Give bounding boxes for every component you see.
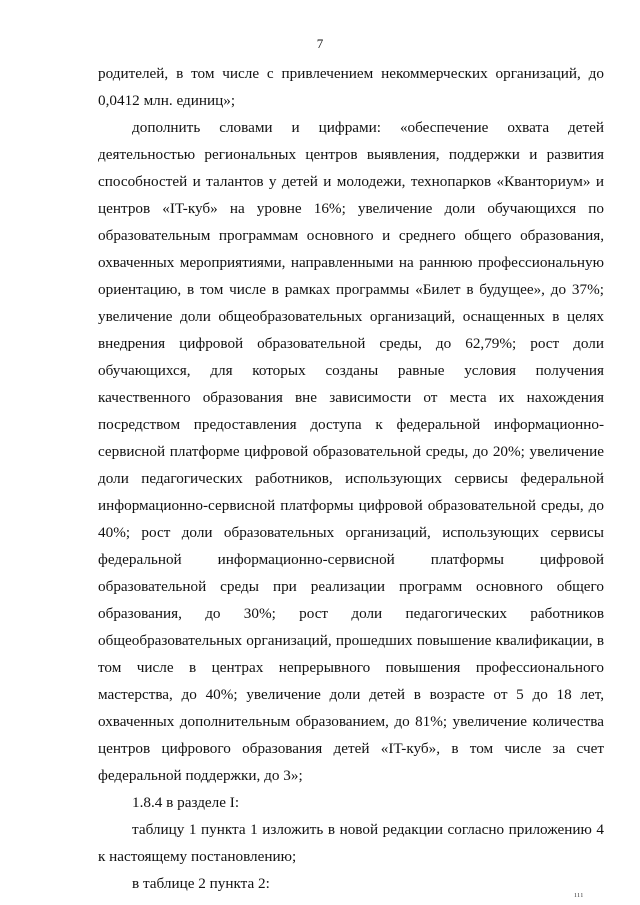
- paragraph-table-instruction: таблицу 1 пункта 1 изложить в новой редакции согласно приложению 4 к настоящему постановлению;: [98, 821, 604, 865]
- paragraph-amendment-text: дополнить словами и цифрами: «обеспечение охвата детей деятельностью региональных центров выявления, поддержки и развития способностей и талантов у детей и молодежи, технопарков «Кванториум» и центров «IT-куб» на уровне 16%; увеличение доли обучающихся по образовательным программам основного и среднего общего образования, охваченных мероприятиями, направленными на раннюю профессиональную ориентацию, в том числе в рамках программы «Билет в будущее», до 37%; увеличение доли общеобразовательных организаций, оснащенных в целях внедрения цифровой образовательной среды, до 62,79%; рост доли обучающихся, для которых созданы равные условия получения качественного образования вне зависимости от места их нахождения посредством предоставления доступа к федеральной информационно-сервисной платформе цифровой образовательной среды, до 20%; увеличение доли педагогических работников, использующих сервисы федеральной информационно-сервисной платформы цифровой образовательной среды, до 40%; рост доли образовательных организаций, использующих сервисы федеральной информационно-сервисной платформы цифровой образовательной среды при реализации программ основного общего образования, до 30%; рост доли педагогических работников общеобразовательных организаций, прошедших повышение квалификации, в том числе в центрах непрерывного повышения профессионального мастерства, до 40%; увеличение доли детей в возрасте от 5 до 18 лет, охваченных дополнительным образованием, до 81%; увеличение количества центров цифрового образования детей «IT-куб», в том числе за счет федеральной поддержки, до 3»;: [98, 119, 604, 784]
- paragraph-section-heading: 1.8.4 в разделе I:: [132, 794, 240, 811]
- corner-mark: ııı: [574, 890, 584, 899]
- paragraph-continuation: родителей, в том числе с привлечением некоммерческих организаций, до 0,0412 млн. единиц»;: [98, 65, 604, 109]
- paragraph-table-2-intro: в таблице 2 пункта 2:: [132, 875, 270, 892]
- page-number: 7: [316, 36, 324, 51]
- document-body: [98, 60, 604, 897]
